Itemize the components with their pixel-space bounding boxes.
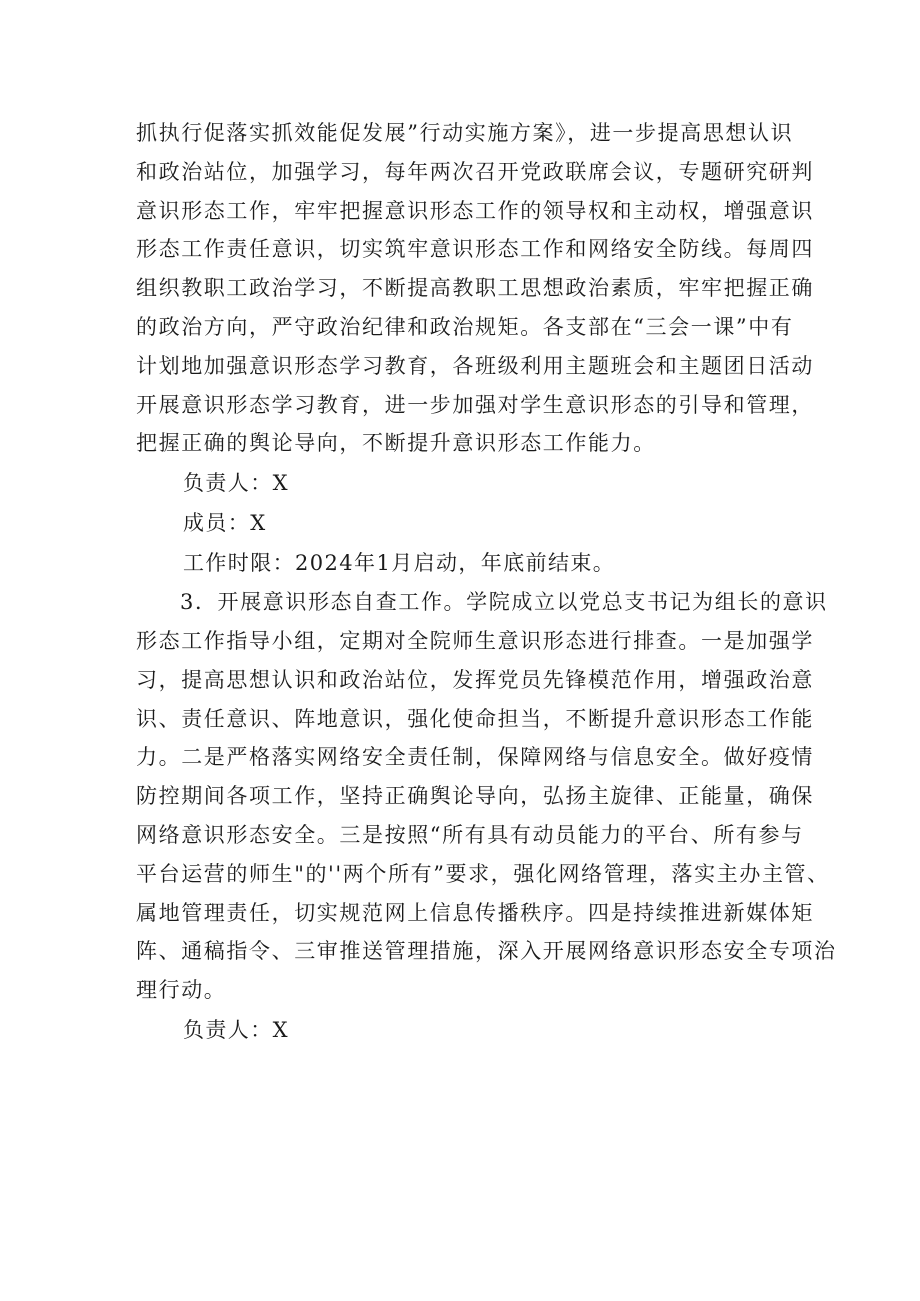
paragraph-line: 网络意识形态安全。三是按照“所有具有动员能力的平台、所有参与 <box>136 822 804 847</box>
assignment-block-2 <box>136 1010 792 1050</box>
responsible-person: 负责人：X <box>183 1017 289 1042</box>
members: 成员：X <box>183 511 267 536</box>
paragraph-line: 抓执行促落实抓效能促发展”行动实施方案》，进一步提高思想认识 <box>136 121 794 145</box>
paragraph-line: 平台运营的师生"的''两个所有”要求，强化网络管理，落实主办主管、 <box>136 861 830 886</box>
paragraph-line: 理行动。 <box>136 978 227 1003</box>
paragraph-line: 开展意识形态学习教育，进一步加强对学生意识形态的引导和管理， <box>136 392 814 417</box>
paragraph-line: 习，提高思想认识和政治站位，发挥党员先锋模范作用，增强政治意 <box>136 667 814 692</box>
paragraph-line: 和政治站位，加强学习，每年两次召开党政联席会议，专题研究研判 <box>136 159 814 184</box>
paragraph-line: 计划地加强意识形态学习教育，各班级利用主题班会和主题团日活动 <box>136 353 814 378</box>
paragraph-line: 的政治方向，严守政治纪律和政治规矩。各支部在“三会一课”中有 <box>136 314 794 339</box>
paragraph-ideology-work <box>136 114 814 463</box>
paragraph-line: 形态工作指导小组，定期对全院师生意识形态进行排查。一是加强学 <box>136 628 814 653</box>
assignment-block-1 <box>136 463 792 583</box>
paragraph-line: 识、责任意识、阵地意识，强化使命担当，不断提升意识形态工作能 <box>136 706 814 731</box>
paragraph-line: 形态工作责任意识，切实筑牢意识形态工作和网络安全防线。每周四 <box>136 237 814 262</box>
time-limit: 工作时限：2024年1月启动，年底前结束。 <box>183 551 616 576</box>
responsible-person: 负责人：X <box>183 471 289 496</box>
paragraph-self-inspection <box>136 583 837 1010</box>
paragraph-line: 意识形态工作，牢牢把握意识形态工作的领导权和主动权，增强意识 <box>136 198 814 223</box>
paragraph-line: 阵、通稿指令、三审推送管理措施，深入开展网络意识形态安全专项治 <box>136 939 837 964</box>
paragraph-line: 属地管理责任，切实规范网上信息传播秩序。四是持续推进新媒体矩 <box>136 900 814 925</box>
paragraph-line: 组织教职工政治学习，不断提高教职工思想政治素质，牢牢把握正确 <box>136 276 814 301</box>
paragraph-line: 力。二是严格落实网络安全责任制，保障网络与信息安全。做好疫情 <box>136 745 814 770</box>
paragraph-line: 3．开展意识形态自查工作。学院成立以党总支书记为组长的意识 <box>180 590 828 615</box>
paragraph-line: 防控期间各项工作，坚持正确舆论导向，弘扬主旋律、正能量，确保 <box>136 784 814 809</box>
document-page <box>136 114 837 1050</box>
paragraph-line: 把握正确的舆论导向，不断提升意识形态工作能力。 <box>136 431 656 456</box>
